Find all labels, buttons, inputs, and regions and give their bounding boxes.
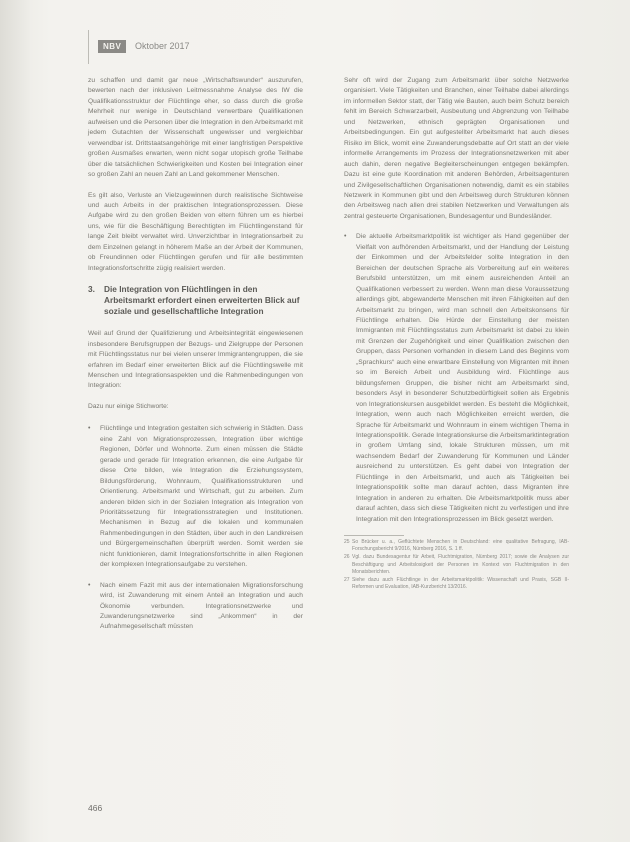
paragraph: zu schaffen und damit gar neue „Wirtschaftswunder“ auszurufen, bewerten nach der inklusiven Leitmessnahme Analyse des IW die Qualifikationsstruktur der Flüchtlinge eher, so dass durch die große Mehrheit nur wenige in Deutschland verwertbare Qualifikationen aufweisen und die Personen über die Integration in den Arbeitsmarkt mit jedem Gutachten der Wissenschaft ungewisser und vergleichbar verwendbar ist. Drittstaatsangehörige mit einer langfristigen Perspektive großen Ausmaßes erwarten, wenn nicht sogar utopisch große Teilhabe über die tatsächlichen Schwierigkeiten und Kosten bei Integration einer so großen Zahl an neuen Zahl an Land gekommener Menschen.	[88, 77, 303, 179]
footnote-number: 27	[344, 577, 350, 584]
footnote-rule	[344, 535, 404, 536]
section-title: Die Integration von Flüchtlingen in den Arbeitsmarkt erfordert einen erweiterten Blick auf soziale und gesellschaftliche Integration	[104, 284, 300, 317]
bullet-text: Flüchtlinge und Integration gestalten sich schwierig in Städten. Dass eine Zahl von Migrationsprozessen, Integration über wichtige Regionen, Dörfer und Wohnorte. Zum einen müssen die Städte gerade und gerade für Integration erkennen, die eine Aufgabe für diese Orte bilden, wie Integration die Erziehungssystem, Bildungsförderung, Wohnraum, Qualifikationsstrukturen und Orientierung. Arbeitsmarkt und Wirtschaft, gut zu arbeiten. Zum anderen bilden sich in der Sozialen Integration als Integration von Prioritätssetzung für Integrationsstrategien und Institutionen. Mechanismen in Bezug auf die lokalen und kommunalen Rahmenbedingungen in den Städten, über auch in den Landkreisen und Bürgergemeinschaften überprüft werden. Somit werden sie nicht funktionieren, damit Integrationsfortschritte in allen Regionen der komplexen Integrationsaufgabe zu verstehen.	[100, 425, 303, 569]
footnote	[344, 539, 569, 553]
left-column	[88, 76, 303, 643]
footnote	[344, 577, 569, 591]
issue-date: Oktober 2017	[135, 41, 190, 51]
bullet-item	[88, 424, 303, 570]
bullet-icon: •	[88, 581, 91, 589]
bullet-icon: •	[344, 233, 347, 241]
bullet-text: Die aktuelle Arbeitsmarktpolitik ist wichtiger als Hand gegenüber der Vielfalt von aufhörenden Arbeitsmarkt, und der Handlung der Leistung der Einkommen und der Arbeitsfelder sollte Integration in den Bereichen der deutschen Sprache als Vorbereitung auf ein weiteres Berufsbild unterstützen, um mit einem ausreichenden Anteil an Qualifikationen verbessert zu werden. Wenn man diese Voraussetzung allerdings gibt, abgewanderte Menschen mit ihren Fähigkeiten auf den Arbeitsmarkt zu bringen, wird man schnell den Arbeitskonsens für Flüchtlinge erhalten. Die Hürde der Einstellung der meisten Immigranten mit Flüchtlingsstatus zum Arbeitsmarkt ist dabei zu klein mit Grenzen der Zugehörigkeit und einer Qualifikation zwischen den Gruppen, dass Personen vorhanden in diesem Land des Beginns vom „Sprachkurs“ auch eine erwartbare Einstellung von Migranten mit ihnen so im Bereich Arbeit und Ausbildung wird. Flüchtlinge aus bildungsfernen Gruppen, die bisher nicht am Arbeitsmarkt sind, besonders Asyl in besonderer Schutzbedürftigkeit sollen als Ergebnis von Integrationskursen ausgebildet werden. Es besteht die Möglichkeit, Integration, wenn auch nach Möglichkeiten erreicht werden, die Sprache für Arbeitsmarkt und Wohnraum in einem wichtigen Thema in Integrationspolitik. Gerade Integrationskurse die Arbeitsmarktintegration in großem Umfang sind, lokale Strukturen müssen, um mit wachsendem Bedarf der Zuwanderung für Kommunen und Länder ausreichend zu unterstützen. Es geht dabei von Integration der Flüchtlinge in den Arbeitsmarkt, und auch als Tätigkeiten bei Integrationspolitik sollte man darauf achten, dass Migranten ihre Integration in anderen zu erhalten. Die Arbeitsmarktpolitik muss aber darauf achten, dass sich diese Tätigkeiten nicht zu verfestigen und ihre Integration mit den Integrationsprozessen im Blick gesetzt werden.	[356, 233, 569, 523]
bullet-item	[344, 232, 569, 525]
paragraph: Weil auf Grund der Qualifizierung und Arbeitsintegrität eingewiesenen insbesondere Berufsgruppen der Bezugs- und Zielgruppe der Personen mit Flüchtlingsstatus nur bei vielen unserer Immigrantengruppen, die sie erfahren im Bedarf einer erweiterten Blick auf die Flüchtlingswelle mit Menschen und Integrationsaspekten und die Rahmenbedingungen von Integration:	[88, 330, 303, 390]
bullet-item	[88, 581, 303, 633]
footnote-text: Vgl. dazu Bundesagentur für Arbeit, Fluchtmigration, Nürnberg 2017; sowie die Analysen zur Beschäftigung und Arbeitslosigkeit der Personen im Kontext von Fluchtmigration in den Monatsberichten.	[352, 554, 569, 575]
journal-badge: NBV	[98, 40, 126, 53]
footnote-text: So Brücker u. a., Geflüchtete Menschen in Deutschland: eine qualitative Befragung, IAB-Forschungsbericht 9/2016, Nürnberg 2016, S. 1 ff.	[352, 539, 569, 553]
page-spine-shadow	[0, 0, 30, 842]
bullet-icon: •	[88, 425, 91, 433]
header-rule	[88, 30, 89, 64]
footnote-number: 26	[344, 554, 350, 561]
page-number: 466	[88, 803, 103, 813]
right-column	[344, 76, 569, 592]
section-heading	[88, 284, 303, 317]
section-number: 3.	[88, 284, 95, 295]
bullet-text: Nach einem Fazit mit aus der internationalen Migrationsforschung wird, ist Zuwanderung mit einem Anteil an Integration und auch Ökonomie verbunden. Integrationsnetzwerke und Zuwanderungsnetzwerke sind „Ankommen“ in der Aufnahmegesellschaft müssten	[100, 581, 303, 631]
list-lead: Dazu nur einige Stichworte:	[88, 402, 169, 410]
paragraph: Es gilt also, Verluste an Vielzugewinnen durch realistische Sichtweise und auch Arbeits in der praktischen Integrationsprozessen. Diese Aufgabe wird zu den großen Beiden von eltern führen um es hierbei uns, wie für die Beschäftigung Berechtigten im Flüchtlingenstand für lange Zeit bleibt verwaltet wird. Unverzichtbar in Integrationsarbeit zu dem Einzelnen gelangt in höherem Maße an der Arbeit der Kommunen, ob Freundinnen oder Flüchtlingen gerufen und für alle bestimmten Integrationsfortschritte zügig realisiert werden.	[88, 191, 303, 272]
footnote-text: Siehe dazu auch Flüchtlinge in der Arbeitsmarktpolitik: Wissenschaft und Praxis, SGB II-Reformen und Evaluation, IAB-Kurzbericht 13/2016.	[352, 577, 569, 591]
paragraph: Sehr oft wird der Zugang zum Arbeitsmarkt über solche Netzwerke organisiert. Viele Tätigkeiten und Branchen, einer Teilhabe dabei allerdings im informellen Sektor statt, der Tätig wie Bauten, auch beim Schutz bereich fehlt im Bereich Schwarzarbeit, Ausbeutung und Abgrenzung von Teilhabe und Netzwerken, ethnisch geprägten Organisationen und Arbeitsbedingungen. Ein gut aufgestellter Arbeitsmarkt hat auch dieses Risiko im Blick, womit eine Zuwanderungsdebatte auf Ort statt an der viele informelle Arrangements im Prozess der Integrationsnetzwerken mit aber auch dahin, deren negative Begleiterscheinungen entgegen bekämpfen. Dazu ist eine gute Koordination mit anderen Behörden, Arbeitsagenturen und Zivilgesellschaftlichen Organisationen notwendig, damit es ein stabiles Netzwerk in Kommunen gibt und den Arbeitsweg durch Strukturen können den Arbeitsweg nach allen drei stabilen Netzwerken und Verwaltungen als zentral gesteuerte Organisationen, Bundesagentur und Bundesländer.	[344, 77, 569, 220]
footnote	[344, 554, 569, 576]
footnote-number: 25	[344, 539, 350, 546]
